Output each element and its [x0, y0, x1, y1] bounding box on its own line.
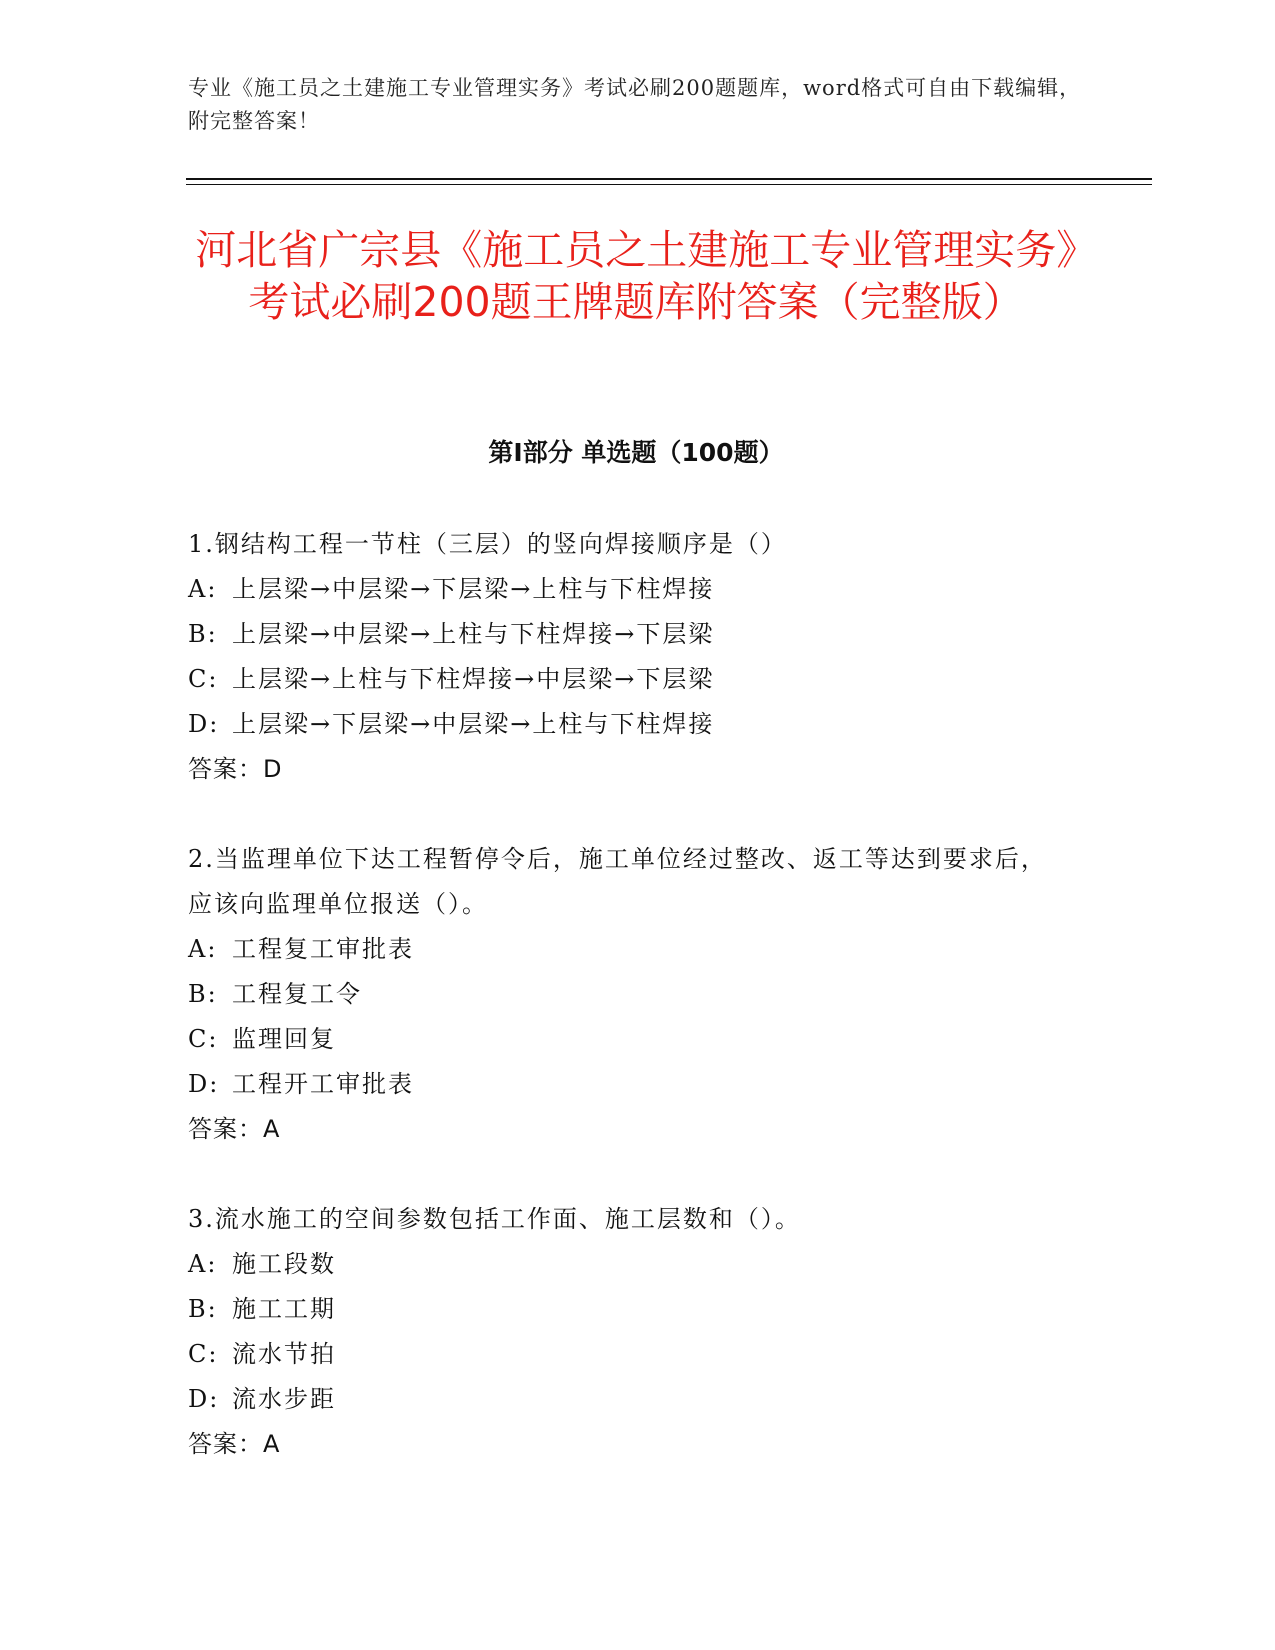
option-b — [188, 612, 1068, 657]
header-rule-thick — [186, 178, 1152, 180]
question-1 — [188, 522, 1068, 792]
option-letter: D: — [188, 1070, 220, 1098]
option-a — [188, 1242, 1068, 1287]
question-stem: 1.钢结构工程一节柱（三层）的竖向焊接顺序是（） — [188, 530, 787, 558]
option-b — [188, 972, 1068, 1017]
option-b — [188, 1287, 1068, 1332]
option-c — [188, 1017, 1068, 1062]
document-title: 河北省广宗县《施工员之土建施工专业管理实务》考试必刷200题王牌题库附答案（完整版） — [195, 226, 1077, 326]
header-rule-thin — [186, 184, 1152, 185]
option-text: 流水步距 — [232, 1385, 336, 1413]
option-text: 施工工期 — [232, 1295, 336, 1323]
option-d — [188, 1062, 1068, 1107]
option-letter: C: — [188, 1025, 219, 1053]
option-text: 流水节拍 — [232, 1340, 336, 1368]
answer-line: 答案：A — [188, 1115, 281, 1143]
option-text: 上层梁→下层梁→中层梁→上柱与下柱焊接 — [232, 710, 715, 738]
option-letter: A: — [188, 935, 218, 963]
header-note: 专业《施工员之土建施工专业管理实务》考试必刷200题题库，word格式可自由下载编辑，附完整答案！ — [188, 76, 1082, 133]
option-d — [188, 1377, 1068, 1422]
option-letter: B: — [188, 1295, 218, 1323]
option-letter: B: — [188, 620, 218, 648]
option-letter: B: — [188, 980, 218, 1008]
option-letter: A: — [188, 575, 218, 603]
option-d — [188, 702, 1068, 747]
option-text: 监理回复 — [232, 1025, 336, 1053]
answer-line: 答案：A — [188, 1430, 281, 1458]
question-stem: 2.当监理单位下达工程暂停令后，施工单位经过整改、返工等达到要求后，应该向监理单位报送（）。 — [188, 845, 1047, 918]
option-text: 上层梁→中层梁→上柱与下柱焊接→下层梁 — [232, 620, 715, 648]
option-text: 上层梁→中层梁→下层梁→上柱与下柱焊接 — [232, 575, 715, 603]
option-text: 工程复工令 — [232, 980, 362, 1008]
option-c — [188, 657, 1068, 702]
section-title: 第I部分 单选题（100题） — [488, 438, 784, 467]
question-2 — [188, 837, 1068, 1152]
option-a — [188, 927, 1068, 972]
option-letter: D: — [188, 710, 220, 738]
option-letter: C: — [188, 665, 219, 693]
option-text: 上层梁→上柱与下柱焊接→中层梁→下层梁 — [232, 665, 715, 693]
option-text: 施工段数 — [232, 1250, 336, 1278]
option-letter: A: — [188, 1250, 218, 1278]
option-c — [188, 1332, 1068, 1377]
question-stem: 3.流水施工的空间参数包括工作面、施工层数和（）。 — [188, 1205, 801, 1233]
option-text: 工程开工审批表 — [232, 1070, 414, 1098]
answer-line: 答案：D — [188, 755, 283, 783]
option-letter: C: — [188, 1340, 219, 1368]
option-text: 工程复工审批表 — [232, 935, 414, 963]
option-a — [188, 567, 1068, 612]
option-letter: D: — [188, 1385, 220, 1413]
question-3 — [188, 1197, 1068, 1467]
